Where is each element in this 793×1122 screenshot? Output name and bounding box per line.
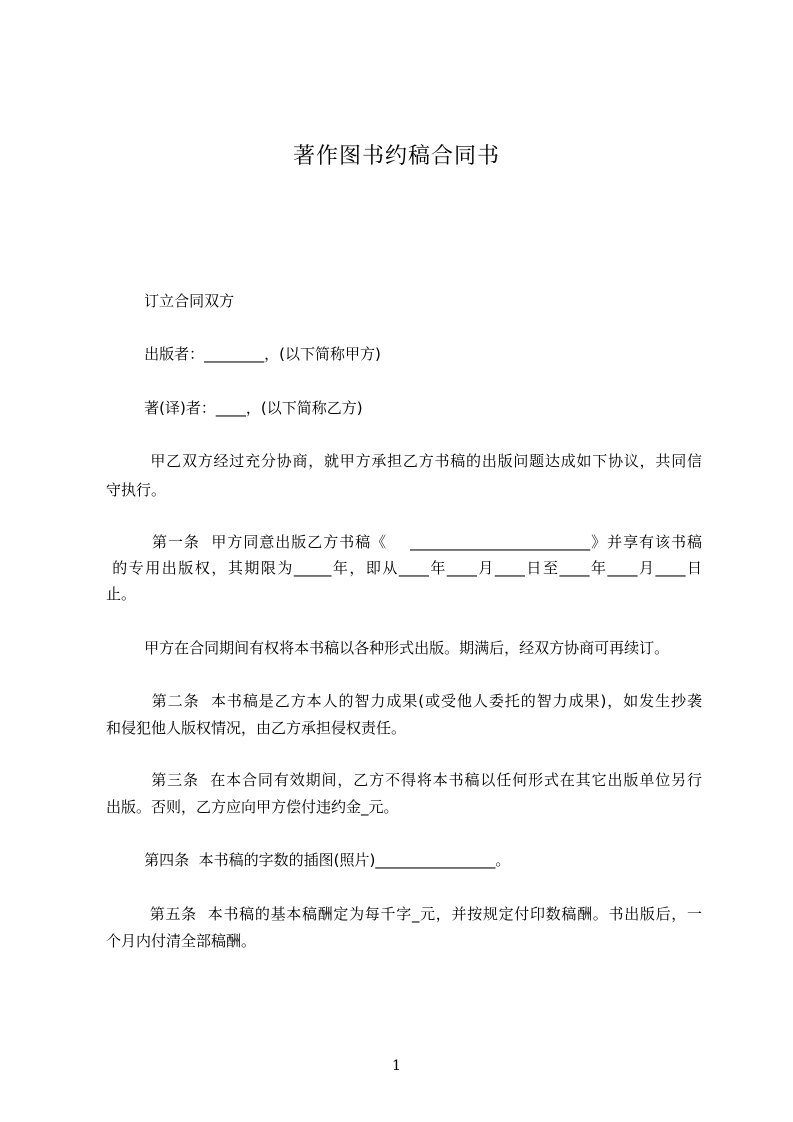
author-line: 著(译)者：____，(以下简称乙方)	[106, 399, 363, 417]
article-1-line-3: 止。	[106, 585, 137, 603]
article-5-line-2: 个月内付清全部稿酬。	[106, 932, 257, 950]
article-3-line-2: 出版。否则，乙方应向甲方偿付违约金_元。	[106, 798, 399, 816]
page-number: 1	[392, 1058, 401, 1074]
article-1-line-2: 的专用出版权，其期限为_____年，即从____年____月____日至____年____月____日	[106, 559, 702, 577]
document-title: 著作图书约稿合同书	[292, 144, 500, 169]
article-2-line-1: 第二条 本书稿是乙方本人的智力成果(或受他人委托的智力成果)，如发生抄袭	[106, 692, 702, 710]
article-3-line-1: 第三条 在本合同有效期间，乙方不得将本书稿以任何形式在其它出版单位另行	[106, 771, 702, 789]
intro-paragraph-line-1: 甲乙双方经过充分协商，就甲方承担乙方书稿的出版问题达成如下协议，共同信	[106, 452, 702, 470]
publisher-line: 出版者：________，(以下简称甲方)	[106, 345, 381, 363]
parties-heading: 订立合同双方	[106, 292, 235, 310]
article-1-extra-paragraph: 甲方在合同期间有权将本书稿以各种形式出版。期满后，经双方协商可再续订。	[106, 639, 670, 657]
article-4-line-1: 第四条 本书稿的字数的插图(照片)________________。	[106, 851, 511, 869]
article-2-line-2: 和侵犯他人版权情况，由乙方承担侵权责任。	[106, 719, 407, 737]
intro-paragraph-line-2: 守执行。	[106, 481, 167, 499]
article-1-line-1: 第一条 甲方同意出版乙方书稿《 ________________________》并享有该书稿	[106, 533, 702, 551]
article-5-line-1: 第五条 本书稿的基本稿酬定为每千字_元，并按规定付印数稿酬。书出版后，一	[106, 905, 702, 923]
